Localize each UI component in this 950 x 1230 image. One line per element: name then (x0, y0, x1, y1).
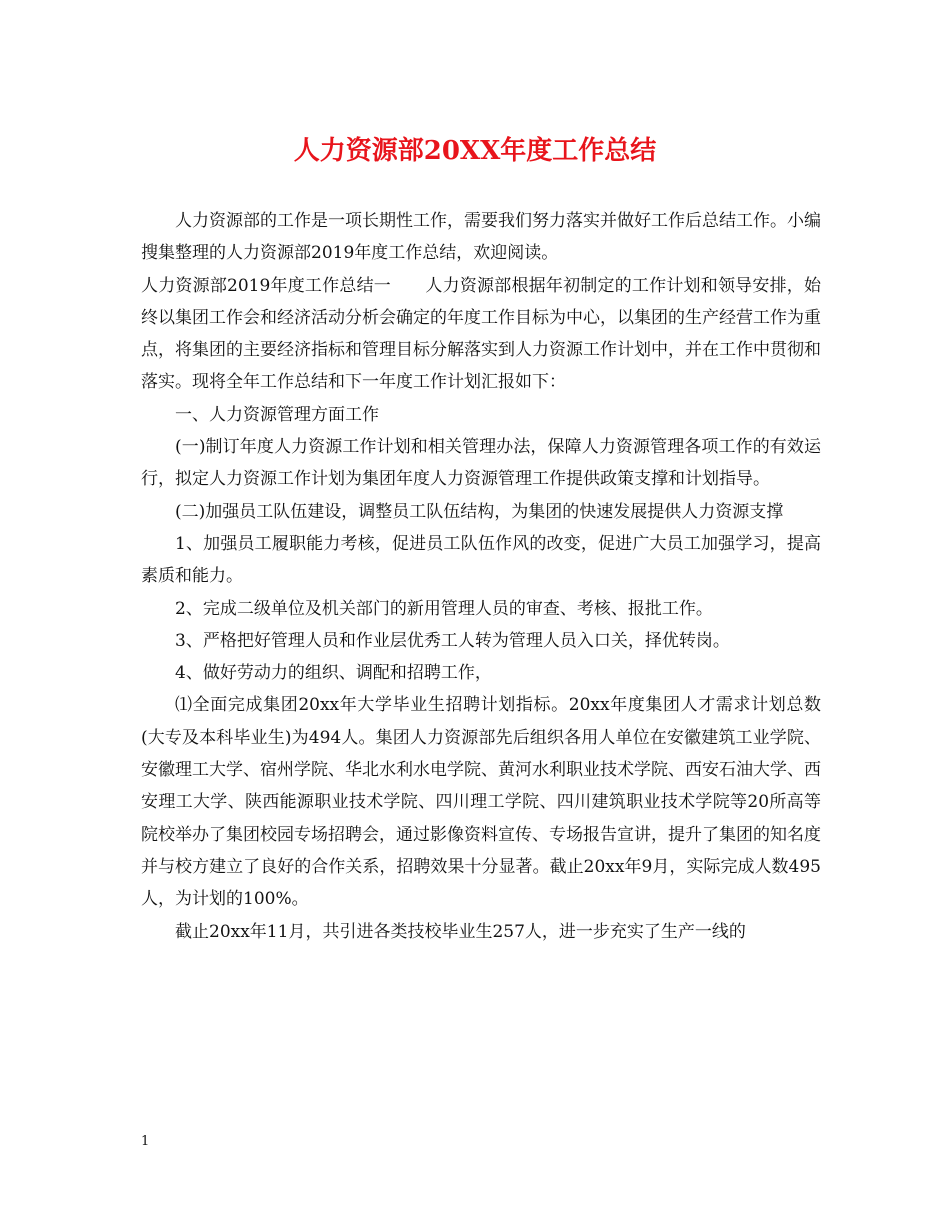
paragraph: 一、人力资源管理方面工作 (175, 404, 379, 425)
paragraph: 1、加强员工履职能力考核，促进员工队伍作风的改变，促进广大员工加强学习，提高素质和能力。 (141, 533, 821, 587)
page-number: 1 (141, 1134, 150, 1149)
document-body (141, 205, 821, 948)
paragraph: (二)加强员工队伍建设，调整员工队伍结构，为集团的快速发展提供人力资源支撑 (175, 501, 784, 522)
paragraph: 3、严格把好管理人员和作业层优秀工人转为管理人员入口关，择优转岗。 (175, 630, 730, 651)
paragraph: 人力资源部的工作是一项长期性工作，需要我们努力落实并做好工作后总结工作。小编搜集整理的人力资源部2019年度工作总结，欢迎阅读。 (141, 211, 821, 264)
document-title: 人力资源部20XX年度工作总结 (293, 136, 657, 166)
paragraph: ⑴全面完成集团20xx年大学毕业生招聘计划指标。20xx年度集团人才需求计划总数(大专及本科毕业生)为494人。集团人力资源部先后组织各用人单位在安徽建筑工业学院、安徽理工大学、宿州学院、华北水利水电学院、黄河水利职业技术学院、西安石油大学、西安理工大学、陕西能源职业技术学院、四川理工学院、四川建筑职业技术学院等20所高等院校举办了集团校园专场招聘会，通过影像资料宣传、专场报告宣讲，提升了集团的知名度并与校方建立了良好的合作关系，招聘效果十分显著。截止20xx年9月，实际完成人数495人，为计划的100%。 (141, 695, 821, 910)
paragraph: 人力资源部2019年度工作总结一 人力资源部根据年初制定的工作计划和领导安排，始终以集团工作会和经济活动分析会确定的年度工作目标为中心，以集团的生产经营工作为重点，将集团的主要经济指标和管理目标分解落实到人力资源工作计划中，并在工作中贯彻和落实。现将全年工作总结和下一年度工作计划汇报如下： (141, 275, 821, 393)
paragraph: 2、完成二级单位及机关部门的新用管理人员的审查、考核、报批工作。 (175, 598, 713, 619)
paragraph: 4、做好劳动力的组织、调配和招聘工作， (175, 663, 492, 684)
paragraph: 截止20xx年11月，共引进各类技校毕业生257人，进一步充实了生产一线的 (175, 921, 746, 942)
paragraph: (一)制订年度人力资源工作计划和相关管理办法，保障人力资源管理各项工作的有效运行，拟定人力资源工作计划为集团年度人力资源管理工作提供政策支撑和计划指导。 (141, 437, 821, 490)
